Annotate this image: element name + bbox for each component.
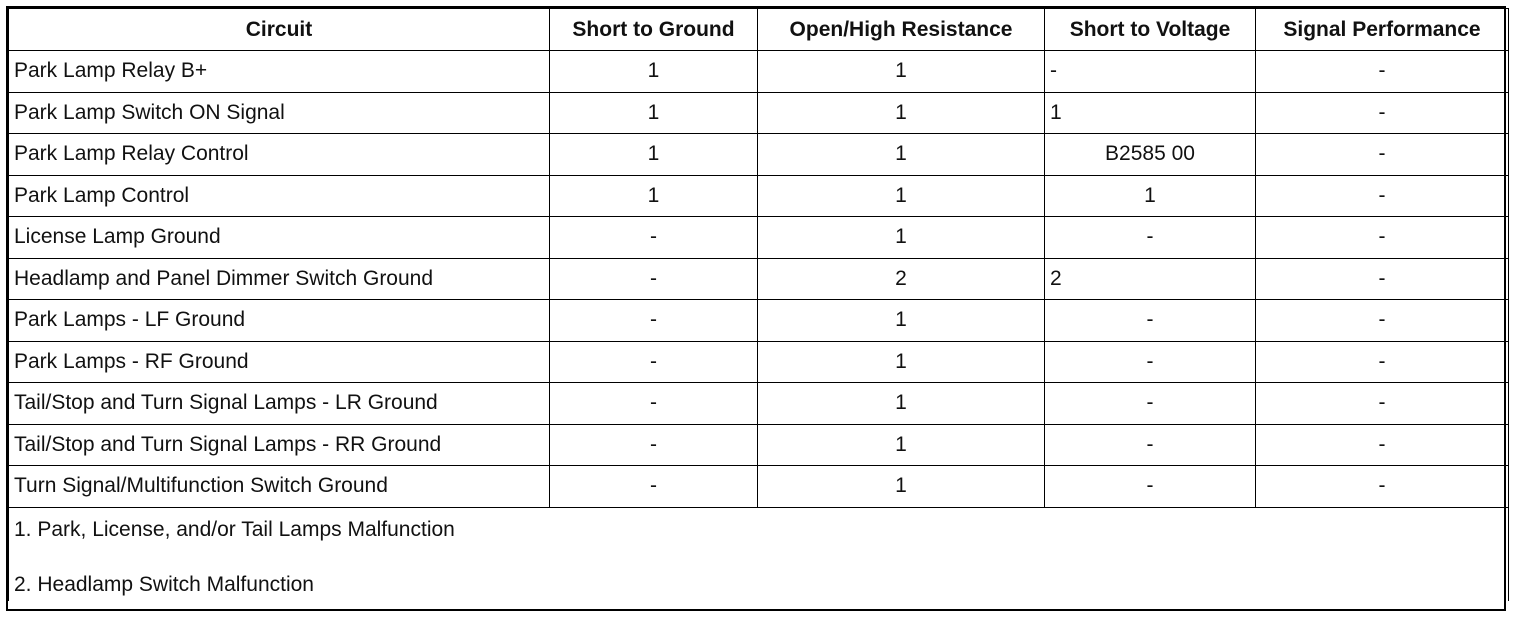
cell-signal-performance: - bbox=[1256, 424, 1509, 466]
cell-short-to-voltage: 2 bbox=[1045, 258, 1256, 300]
cell-circuit: Park Lamp Relay B+ bbox=[9, 51, 550, 93]
table-row bbox=[9, 383, 1509, 425]
cell-circuit: Park Lamp Switch ON Signal bbox=[9, 92, 550, 134]
cell-open-high-resistance: 1 bbox=[758, 300, 1045, 342]
table-row bbox=[9, 424, 1509, 466]
table-body bbox=[9, 51, 1509, 508]
cell-short-to-voltage: - bbox=[1045, 383, 1256, 425]
header-open-high-resistance: Open/High Resistance bbox=[758, 9, 1045, 51]
cell-short-to-voltage: 1 bbox=[1045, 92, 1256, 134]
note-1: 1. Park, License, and/or Tail Lamps Malfunction bbox=[14, 517, 455, 541]
cell-signal-performance: - bbox=[1256, 217, 1509, 259]
cell-circuit: Tail/Stop and Turn Signal Lamps - RR Ground bbox=[9, 424, 550, 466]
cell-short-to-ground: - bbox=[550, 424, 758, 466]
table-row bbox=[9, 300, 1509, 342]
cell-signal-performance: - bbox=[1256, 383, 1509, 425]
cell-circuit: Park Lamp Control bbox=[9, 175, 550, 217]
cell-signal-performance: - bbox=[1256, 466, 1509, 508]
table-row bbox=[9, 51, 1509, 93]
cell-short-to-voltage: - bbox=[1045, 51, 1256, 93]
cell-signal-performance: - bbox=[1256, 258, 1509, 300]
cell-signal-performance: - bbox=[1256, 300, 1509, 342]
cell-circuit: Tail/Stop and Turn Signal Lamps - LR Ground bbox=[9, 383, 550, 425]
table-row bbox=[9, 92, 1509, 134]
table-row bbox=[9, 341, 1509, 383]
cell-short-to-ground: - bbox=[550, 466, 758, 508]
cell-short-to-voltage: 1 bbox=[1045, 175, 1256, 217]
cell-open-high-resistance: 2 bbox=[758, 258, 1045, 300]
cell-signal-performance: - bbox=[1256, 341, 1509, 383]
cell-short-to-voltage: - bbox=[1045, 217, 1256, 259]
cell-open-high-resistance: 1 bbox=[758, 466, 1045, 508]
cell-open-high-resistance: 1 bbox=[758, 217, 1045, 259]
cell-open-high-resistance: 1 bbox=[758, 134, 1045, 176]
diagnostic-table bbox=[8, 8, 1509, 601]
cell-signal-performance: - bbox=[1256, 92, 1509, 134]
notes-row bbox=[9, 507, 1509, 601]
cell-short-to-ground: - bbox=[550, 300, 758, 342]
cell-circuit: Turn Signal/Multifunction Switch Ground bbox=[9, 466, 550, 508]
cell-short-to-ground: 1 bbox=[550, 134, 758, 176]
notes-cell bbox=[9, 507, 1509, 601]
circuit-diagnostic-table bbox=[6, 6, 1506, 611]
cell-open-high-resistance: 1 bbox=[758, 341, 1045, 383]
cell-short-to-voltage: - bbox=[1045, 300, 1256, 342]
cell-signal-performance: - bbox=[1256, 175, 1509, 217]
cell-signal-performance: - bbox=[1256, 134, 1509, 176]
header-circuit: Circuit bbox=[9, 9, 550, 51]
cell-short-to-ground: - bbox=[550, 217, 758, 259]
cell-short-to-ground: 1 bbox=[550, 175, 758, 217]
cell-short-to-ground: - bbox=[550, 258, 758, 300]
cell-circuit: License Lamp Ground bbox=[9, 217, 550, 259]
table-row bbox=[9, 258, 1509, 300]
header-short-to-voltage: Short to Voltage bbox=[1045, 9, 1256, 51]
table-row bbox=[9, 175, 1509, 217]
cell-open-high-resistance: 1 bbox=[758, 424, 1045, 466]
cell-short-to-voltage: B2585 00 bbox=[1045, 134, 1256, 176]
cell-short-to-ground: - bbox=[550, 383, 758, 425]
cell-signal-performance: - bbox=[1256, 51, 1509, 93]
table-row bbox=[9, 134, 1509, 176]
cell-short-to-ground: 1 bbox=[550, 51, 758, 93]
cell-short-to-ground: 1 bbox=[550, 92, 758, 134]
cell-circuit: Park Lamps - LF Ground bbox=[9, 300, 550, 342]
cell-circuit: Park Lamp Relay Control bbox=[9, 134, 550, 176]
cell-short-to-voltage: - bbox=[1045, 341, 1256, 383]
cell-circuit: Headlamp and Panel Dimmer Switch Ground bbox=[9, 258, 550, 300]
cell-open-high-resistance: 1 bbox=[758, 51, 1045, 93]
cell-short-to-voltage: - bbox=[1045, 424, 1256, 466]
cell-open-high-resistance: 1 bbox=[758, 92, 1045, 134]
cell-short-to-ground: - bbox=[550, 341, 758, 383]
cell-circuit: Park Lamps - RF Ground bbox=[9, 341, 550, 383]
cell-short-to-voltage: - bbox=[1045, 466, 1256, 508]
header-signal-performance: Signal Performance bbox=[1256, 9, 1509, 51]
table-row bbox=[9, 217, 1509, 259]
header-short-to-ground: Short to Ground bbox=[550, 9, 758, 51]
note-2: 2. Headlamp Switch Malfunction bbox=[14, 572, 314, 596]
cell-open-high-resistance: 1 bbox=[758, 383, 1045, 425]
header-row bbox=[9, 9, 1509, 51]
table-row bbox=[9, 466, 1509, 508]
cell-open-high-resistance: 1 bbox=[758, 175, 1045, 217]
